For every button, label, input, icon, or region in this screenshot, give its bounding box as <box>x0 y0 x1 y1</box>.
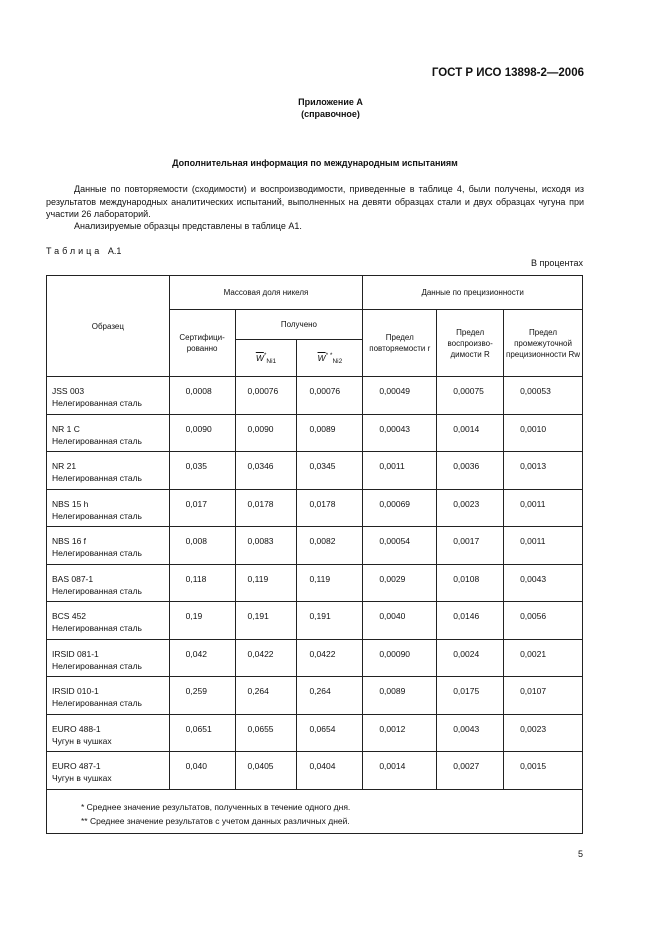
cell-w2: 0,0178 <box>297 489 363 527</box>
cell-rw: 0,0107 <box>504 677 583 715</box>
cell-w2: 0,0654 <box>297 714 363 752</box>
cell-r: 0,0175 <box>437 677 504 715</box>
cell-sample <box>47 489 170 527</box>
cell-r: 0,0014 <box>363 752 437 790</box>
cell-rw: 0,0013 <box>504 452 583 490</box>
paragraph: Данные по повторяемости (сходимости) и воспроизводимости, приведенные в таблице 4, были получены, исходя из результатов международных аналитических испытаний, выполненных на девяти образцах стали и двух образцах чугуна при участии 26 лабораторий. <box>46 184 584 219</box>
table-row <box>47 414 583 452</box>
cell-cert: 0,118 <box>169 564 235 602</box>
table-notes <box>47 789 583 833</box>
cell-cert: 0,040 <box>169 752 235 790</box>
table-unit: В процентах <box>531 258 583 268</box>
cell-w1: 0,0422 <box>235 639 297 677</box>
cell-w1: 0,119 <box>235 564 297 602</box>
cell-w2: 0,191 <box>297 602 363 640</box>
annex-title-block <box>0 96 661 120</box>
cell-w2: 0,0404 <box>297 752 363 790</box>
cell-w2: 0,00076 <box>297 377 363 415</box>
cell-cert: 0,259 <box>169 677 235 715</box>
sample-type: Нелегированная сталь <box>52 660 142 671</box>
cell-w2: 0,264 <box>297 677 363 715</box>
cell-cert: 0,0651 <box>169 714 235 752</box>
cell-w1: 0,264 <box>235 677 297 715</box>
sample-type: Нелегированная сталь <box>52 698 142 708</box>
cell-r: 0,00054 <box>363 527 437 565</box>
cell-w1: 0,0405 <box>235 752 297 790</box>
cell-sample <box>47 414 170 452</box>
table-row <box>47 452 583 490</box>
sample-type: Нелегированная сталь <box>52 435 142 446</box>
cell-w2: 0,119 <box>297 564 363 602</box>
table-caption-number: А.1 <box>107 246 122 256</box>
sample-type: Нелегированная сталь <box>52 623 142 633</box>
sample-type: Нелегированная сталь <box>52 398 142 408</box>
cell-r: 0,0011 <box>363 452 437 490</box>
cell-r: 0,00043 <box>363 414 437 452</box>
sample-code: IRSID 010-1 <box>52 686 99 696</box>
cell-r: 0,0108 <box>437 564 504 602</box>
cell-rw: 0,0043 <box>504 564 583 602</box>
header-sample: Образец <box>47 276 170 377</box>
cell-w1: 0,00076 <box>235 377 297 415</box>
sample-code: BAS 087-1 <box>52 573 94 584</box>
cell-sample <box>47 527 170 565</box>
cell-rw: 0,0021 <box>504 639 583 677</box>
sample-code: NBS 16 f <box>52 536 87 546</box>
table-row <box>47 377 583 415</box>
cell-r: 0,0043 <box>437 714 504 752</box>
sample-code: NBS 15 h <box>52 498 89 509</box>
table-row <box>47 564 583 602</box>
sample-type: Чугун в чушках <box>52 735 112 746</box>
table-row <box>47 602 583 640</box>
header-mass-fraction: Массовая доля никеля <box>169 276 363 310</box>
sample-type: Нелегированная сталь <box>52 510 142 521</box>
cell-r: 0,00075 <box>437 377 504 415</box>
cell-rw: 0,0011 <box>504 489 583 527</box>
cell-r: 0,00090 <box>363 639 437 677</box>
cell-cert: 0,017 <box>169 489 235 527</box>
cell-r: 0,0029 <box>363 564 437 602</box>
sample-code: EURO 488-1 <box>52 723 101 734</box>
header-reproducibility: Предел воспроизво-димости R <box>437 310 504 377</box>
header-w-ni2: $\overline{W}^{* *}_{Ni2}$ <box>297 340 363 377</box>
data-table <box>46 275 583 834</box>
cell-sample <box>47 564 170 602</box>
sample-type: Нелегированная сталь <box>52 548 142 558</box>
cell-r: 0,0012 <box>363 714 437 752</box>
cell-r: 0,0036 <box>437 452 504 490</box>
cell-rw: 0,0056 <box>504 602 583 640</box>
cell-rw: 0,0010 <box>504 414 583 452</box>
cell-w1: 0,0083 <box>235 527 297 565</box>
paragraph: Анализируемые образцы представлены в таблице А1. <box>74 221 302 231</box>
table-row <box>47 752 583 790</box>
cell-r: 0,00049 <box>363 377 437 415</box>
sample-code: EURO 487-1 <box>52 761 101 771</box>
annex-title: Приложение А <box>298 97 363 107</box>
header-certified: Сертифици-рованно <box>169 310 235 377</box>
cell-w1: 0,191 <box>235 602 297 640</box>
cell-rw: 0,0023 <box>504 714 583 752</box>
table-caption-word: Таблица <box>46 246 103 256</box>
cell-r: 0,00069 <box>363 489 437 527</box>
header-intermediate: Предел промежуточной прецизионности Rw <box>504 310 583 377</box>
header-w-ni1: $\overline{W}^*_{Ni1}$ <box>235 340 297 377</box>
sample-type: Чугун в чушках <box>52 773 112 783</box>
table-row <box>47 714 583 752</box>
cell-sample <box>47 639 170 677</box>
cell-cert: 0,035 <box>169 452 235 490</box>
cell-cert: 0,042 <box>169 639 235 677</box>
sample-code: NR 21 <box>52 461 77 471</box>
sample-code: BCS 452 <box>52 611 87 621</box>
cell-w2: 0,0422 <box>297 639 363 677</box>
cell-r: 0,0014 <box>437 414 504 452</box>
cell-sample <box>47 377 170 415</box>
cell-w2: 0,0089 <box>297 414 363 452</box>
cell-sample <box>47 452 170 490</box>
cell-cert: 0,008 <box>169 527 235 565</box>
table-row <box>47 527 583 565</box>
table-row <box>47 677 583 715</box>
cell-r: 0,0024 <box>437 639 504 677</box>
sample-code: IRSID 081-1 <box>52 648 99 659</box>
cell-w1: 0,0178 <box>235 489 297 527</box>
note-multiple-days: ** Среднее значение результатов с учетом данных различных дней. <box>81 815 350 826</box>
cell-rw: 0,0011 <box>504 527 583 565</box>
table-row <box>47 489 583 527</box>
cell-sample <box>47 602 170 640</box>
cell-w2: 0,0082 <box>297 527 363 565</box>
cell-r: 0,0027 <box>437 752 504 790</box>
cell-sample <box>47 677 170 715</box>
header-precision: Данные по прецизионности <box>363 276 583 310</box>
cell-cert: 0,0008 <box>169 377 235 415</box>
cell-r: 0,0089 <box>363 677 437 715</box>
annex-type: (справочное) <box>301 109 360 119</box>
cell-rw: 0,0015 <box>504 752 583 790</box>
table-row <box>47 639 583 677</box>
cell-sample <box>47 714 170 752</box>
header-obtained: Получено <box>235 310 363 340</box>
standard-designation: ГОСТ Р ИСО 13898-2—2006 <box>431 67 584 79</box>
sample-type: Нелегированная сталь <box>52 585 142 596</box>
cell-r: 0,0023 <box>437 489 504 527</box>
page-number: 5 <box>577 849 583 859</box>
note-single-day: * Среднее значение результатов, полученных в течение одного дня. <box>81 801 351 812</box>
table-caption <box>46 246 121 256</box>
sample-code: JSS 003 <box>52 386 85 396</box>
sample-type: Нелегированная сталь <box>52 473 142 483</box>
cell-cert: 0,19 <box>169 602 235 640</box>
cell-w1: 0,0655 <box>235 714 297 752</box>
cell-r: 0,0017 <box>437 527 504 565</box>
cell-r: 0,0040 <box>363 602 437 640</box>
cell-w2: 0,0345 <box>297 452 363 490</box>
cell-w1: 0,0346 <box>235 452 297 490</box>
cell-r: 0,0146 <box>437 602 504 640</box>
cell-sample <box>47 752 170 790</box>
sample-code: NR 1 C <box>52 423 80 434</box>
cell-cert: 0,0090 <box>169 414 235 452</box>
header-repeatability: Предел повторяемости r <box>363 310 437 377</box>
cell-rw: 0,00053 <box>504 377 583 415</box>
section-heading: Дополнительная информация по международным испытаниям <box>172 158 458 168</box>
cell-w1: 0,0090 <box>235 414 297 452</box>
